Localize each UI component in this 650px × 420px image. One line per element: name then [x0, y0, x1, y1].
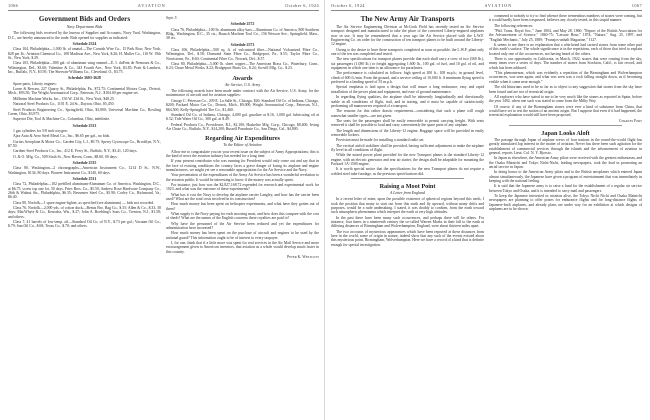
paragraph: 1 gas cylinders for 5/8 inch oxygen: [13, 128, 68, 133]
paragraph: The reasons for this rather drastic requirement—considering that such a plane will rough somewhat smaller types—are not given. [331, 109, 484, 118]
schedule-heading: Schedule 2535 [72, 160, 97, 165]
left-column-1 [8, 14, 161, 416]
paragraph: commend to nobody to try to find whence these tremendous numbers of stones were coming, but it would hardly have been trespassed, believes any closely tested, in this stupid manner. [489, 14, 642, 23]
section-divider [509, 125, 622, 126]
schedule-heading: Schedule 2572 [230, 22, 255, 27]
paragraph: Allow me to congratulate you on your recent issue on the subject of Army Appropriations; this is the kind of news the aviation industry has needed for a long time. [166, 149, 319, 158]
right-column-2 [489, 14, 642, 416]
article-subtitle-bids: Navy Department Bids [66, 25, 103, 29]
paragraph: I, for one, think that if a little more was spent for real services in the Air Mail Service and more encouragement given to American inventors, that aviation as a whole would develop much faster in this country. [166, 241, 319, 254]
paragraph: The Air Service Engineering Division at McCook Field has recently tested an Air Service transport designed and manufactured to take the place of the converted Liberty-engined airplanes now in use. It may be remembered that a year ago the Air Service placed with the L.W.F. Engineering Co. an order for the construction of ten transport planes to be built around the Liberty-12 engine. [331, 25, 484, 47]
left-page-number: 1066 [8, 3, 19, 8]
paragraph: "This phenomenon, which was evidently a repetition of the Birmingham and Wolverhampton occurrences, was seen again, and what was seen was a rock falling straight down, as if becoming visible when it came near enough." [489, 71, 642, 84]
paragraph: Spare parts, Liberty engines: [13, 81, 57, 86]
right-column-1 [331, 14, 484, 416]
paragraph: Curtiss Aeroplane & Motor Co., Garden City, L.I., $9.75; Sperry Gyroscope Co., Brooklyn, N.Y., $7.50. [8, 139, 161, 148]
left-running-head [8, 3, 319, 11]
schedule-heading: Schedule 2533 [72, 123, 97, 128]
paragraph: What supply is the Navy paying for each mooring mast, and how does this compare with the cost of sheds? What are the names of the English concerns these royalties are paid to? [166, 212, 319, 221]
paragraph: If your present contributor who was running for President would only come out and say that in the face of existing conditions the country faces a grave danger of losing its airplane and engine manufacturers, we might yet see a reasonable appropriation for the Air Service and the Navy. [166, 159, 319, 172]
paragraph: There is our opportunity in California, in March, 1922, stones that were coming from the sky, many times over a series of days. The number of stones from Stockton, Calif., is fair record, and which has been adduced. [489, 57, 642, 70]
paragraph: Owing to the desire to have these transports completed as soon as possible, the L.W.F. plant only one of the ten was completed and tested. [331, 47, 484, 57]
paragraph: The old historians used to be so far as to object to any suggestion that stones from the sky have been found and are not of terrestrial origin. [489, 85, 642, 94]
schedule-heading: Schedule 2573 [230, 42, 255, 47]
right-running-head [331, 3, 642, 11]
paragraph: "Phil. Trans. Royal Soc.," June 1804, and May 28, 1860; "Report of the British Association for the Advancement of Science," 1860-75; "Leisure Hour," 1874; "Nature," Aug. 25, 1897; and "English Mechanic," July 25, 1889; "Franzjos-anhalt Magazine," 1127. [489, 29, 642, 42]
left-column-2 [166, 14, 319, 416]
paragraph: Class 104, Philadelphia—1,000 lb. of amatol—The Cornish Wire Co., 15 Park Row, New York, $28 per lb.; Aviation Chemical Co., 108 Madison Ave., New York, $.26; H. Muller Co., 116 W. 19th St., New York, $.29. [8, 47, 161, 61]
paragraph: The following references: [494, 23, 534, 28]
paragraph: Class 80, Philadelphia—5,000 lb. sheet copper—The American Brass Co., Waterbury, Conn., $.23; Chase Metal Works, $.22; Bridgeport Brass Co., $.24; Scovill Mfg. Co., $.23. [166, 62, 319, 71]
paragraph: In regarding flying qualities, the airplane shall be inherently longitudinally and directionally stable in all conditions of flight, trail, and in taxiing, and it must be capable of satisfactorily performing all manoeuvres required of a transport. [331, 95, 484, 108]
left-issue-date: October 6, 1924 [285, 3, 319, 8]
paragraph: The following awards have been made under contract with the Air Service, U.S. Army, for the maintenance of aircraft and for aviation supplies: [166, 89, 319, 98]
paragraph: Class 106, Philadelphia—500 sq. ft. of vulcanized fibre—National Vulcanized Fibre Co., Wilmington, Del., $.58; Diamond State Fibre Co., Bridgeport, Pa., $.55; Taylor Fibre Co., Norristown, Pa., $.60; Continental Fibre Co., Newark, Del., $.57. [166, 48, 319, 61]
paragraph: To keep the Japanese interested in aviation alive, the Tokyo Nichi Nichi and Osaka Mainichi newspapers are planning to offer prizes for endurance flights and for long-distance flights of Japanese-built airplanes, and already plans are under way for an exhibition at which designs of airplanes are to be shown. [489, 194, 642, 212]
paragraph: Ajax Auto & Aero Steel Metal Co., Inc., $6.65 per gal., no bids. [13, 134, 111, 139]
paragraph: The performance is calculated as follows: high speed at 200 ft., 108 m.p.h.; in ground level, climb of 600 ft./min. From the ground, and a service ceiling of 10,000 ft. A minimum flying speed is preferred to a landing speed of 55 m.p.h. [331, 71, 484, 85]
paragraph: How much money has been spent on helicopter experiments, and what have they gotten out of them? [166, 202, 319, 211]
paragraph: Class 105, Philadelphia—800 gal. of aluminum wing enamel—E. I. duPont de Nemours & Co., Wilmington, Del., $3.60; Valentine & Co., 343 Fourth Ave., New York, $3.85; Pratt & Lambert, Inc., Buffalo, N.Y., $3.95; The Sherwin-Williams Co., Cleveland, O., $3.75. [8, 61, 161, 75]
section-divider [351, 178, 464, 179]
paragraph: The following bids received by the bureau of Supplies and Accounts, Navy Yard, Washington, D.C., are hereby announced to the trade. Bids opened for supplies as indicated: [8, 31, 161, 40]
article-title-army-transports: The New Army Air Transports [360, 15, 455, 23]
article-title-bids: Government Bids and Orders [38, 15, 131, 23]
paragraph: O. & O. Mfg. Co., 509 Sixth St., New Haven, Conn., $8.60, 60 days. [13, 154, 118, 159]
paragraph: All explorers who have stated to me to be very much like the stones as reported in Spain, before the year 1492, when one such was stated to come from the Milky Way. [489, 94, 642, 104]
letter-signature: Peter K. Westcott [287, 255, 319, 260]
paragraph: The passage through Japan of airplane crews of four nations in the round-the-world flight has greatly stimulated Jap interest in the matter of aviation. Never has there been such agitation for the establishment of commercial services through the islands and the advancement of aviation in general, reports Lieut. Col. N. Y. Bjorsto. [489, 137, 642, 155]
paragraph: Why have the personnel of the Air Service been reduced and yet the expenditures for administration have increased? [166, 221, 319, 231]
paragraph: For instance, just how was the $2,827,168.72 expended for research and experimental work for 1923, and what was the outcome of these experiments? [166, 182, 319, 192]
right-page-number: 1067 [631, 3, 642, 8]
section-subtitle-awards: Air Service, U.S. Army [224, 82, 261, 87]
paragraph: In doing honor to the American Army pilots and to the British aeroplanes which entered Japan almost simultaneously, the Japanese have given a program of entertainment that was immediately in keeping with the national feeling. [489, 170, 642, 183]
paragraph: Federal Products Co., Providence, R.I., $2,100; Haskelite Mfg. Corp., Chicago, $8,400; Irving Air Chute Co., Buffalo, N.Y., $14,200; Russell Parachute Co., San Diego, Cal., $4,800. [166, 122, 319, 131]
article-title-moot-point: Raising a Moot Point [379, 183, 436, 190]
article-title-japan: Japan Looks Aloft [541, 129, 590, 137]
schedule-heading: Schedule 2531 [72, 176, 97, 181]
paragraph: The seats for the passengers shall be easily removable to permit carrying freight. With seats removed it shall be possible to load and carry conveniently the spare parts of any airplane. [331, 118, 484, 128]
paragraph: Special emphasis is laid upon a design that will insure a long endurance, easy and rapid installation of the power plant and equipment, and ease of ground maintenance. [331, 85, 484, 94]
paragraph: Class 76, Philadelphia—100 lb. aluminum alloy bars—Aluminum Co. of America, 800 Southern Bldg., Washington, D.C., 35 cts.; Bausch Machine Tool Co., 156 Wesson Ave., Springfield, Mass., 38 cts. [166, 27, 319, 41]
paragraph: While the mixed power plant provided for the new Transport planes is the standard Liberty-12 engine, with an electric generator and rear air starter, the design shall be adaptable for mounting the Packard 1A-1500 engine. [331, 153, 484, 166]
paragraph: George C. Peterson Co., 209 E. La Salle St., Chicago, $26; Standard Oil Co. of Indiana, Chicago, $200; Packard Motor Car Co., Detroit, Mich., $9,000; Wright Aeronautical Corp., Paterson, N.J., $64,500; Kelly-Springfield Tire Co., $1,460. [166, 98, 319, 112]
article-subtitle-moot-point: A Letter from England [390, 191, 425, 195]
paragraph: Your presentation of the expenditures of the Army Air Service has been a wonderful revelation to the aviation public. It would be interesting to know if the money was actually spent. [166, 173, 319, 182]
paragraph: Class 7, 41 barrels of low-temp. oil—Standard Oil Co. of N.Y., $.73 per gal.; Vacuum Oil Co., $.79; Sun Oil Co., $.68; Texas Co., $.70; and others. [8, 220, 161, 229]
article-subtitle-expenditures: To the Editor of Aviation [223, 143, 262, 148]
paragraph: Class 76, Norfolk—2,000 yds. of cotton duck—Bemis Bro. Bag Co., $.35; Allen & Co., $.33, 30 days; MacWhyte & Co., Kenosha, Wis., $.27; John A. Roebling's Sons Co., Trenton, N.J., $1.58; and others. [8, 206, 161, 219]
paragraph: Of course, if any of the Birmingham stones were ever a kind of substance from China, that would have set to rest the notion of an ancient origin. But I suppose that even if it had happened, the terrestrial explanation would still have been proposed. [489, 104, 642, 118]
paragraph: In Japan as elsewhere, the American Army pilots were received with the greatest enthusiasm, and the Osaka Mainichi and Tokyo Nichi-Nichi, leading newspapers, took the lead in promoting an aerial service in Japan. [489, 156, 642, 169]
paragraph: Class 72, Philadelphia—102 prefilled aluminum-Aluminum Co. of America, Washington, D.C., at $6.75, screw top one lot, 50 days. Fries Bros. Co., $5.50; Andrew Rose Hardware Company Co., 26th & Walnut Sts., Philadelphia, $6.35; Bessemer Steel Co., $5.90; Corley Co., Richmond, Va., $6.40. [8, 182, 161, 200]
date-line: Sept. 5 [166, 16, 177, 20]
section-title-awards: Awards [232, 74, 253, 82]
paragraph: Superior Die, Tool & Machine Co., Columbus, Ohio, indefinite. [13, 117, 111, 122]
paragraph: The two accounts of mysterious appearances which have been reported at these distances from here in the world, some of origin in nature, indeed show that any such of the events existed about this mysterious point. Birmingham, Wolverhampton. Here we have a record of a kind that is definite enough for special investigation. [331, 229, 484, 247]
paragraph: Standard Oil Co. of Indiana, Chicago, 4,000 gal. gasoline at $.16, 1,000 gal. lubricating oil at $.52; Tide Water Oil Co., 300 gal. at $.49. [166, 112, 319, 122]
left-journal-title: AVIATION [137, 3, 166, 8]
paragraph: Gardner Steel Products Co., Inc., 412 E. Ferry St., Buffalo, N.Y., $3.41, 120 days. [13, 149, 138, 154]
paragraph: The length and dimensions of the Liberty-12 engine. Baggage space will be provided in easily removable lockers. [331, 128, 484, 137]
paragraph: Steel Products Engineering Co., Springfield, Ohio, $3,800; Universal Machine Co., Bowling Green, Ohio, $3,975. [8, 107, 161, 116]
paragraph: In a recent letter of mine, upon the possible existence of spherical regions beyond this earth, I took the position that many to start out from this earth and fly upward, without many drifts and purposes, would be a rude undertaking. I stated, it was doubly to confirm, from the earth toward such atmospheric phenomena which interpret the earth at very high altitudes. [331, 197, 484, 215]
paragraph: National Steel Products Co., 1101 E. 2d St., Dayton, Ohio, $5,450. [13, 102, 115, 107]
letter-signature: Charles Fort [618, 118, 642, 123]
schedule-heading: Schedule 2524 [72, 42, 97, 47]
right-journal-title: AVIATION [484, 3, 513, 8]
paragraph: Millheim Machine Works, Inc., 156 W. 23d St., New York, $48.25. [13, 96, 115, 101]
paragraph: What has it cost the Navy to develop the airplane carrier Langley, and how has the carrier been used? What are the total costs involved in its construction? [166, 192, 319, 201]
paragraph: Lorne & Bercaw, 227 Quarry St., Philadelphia, Pa., $72.75; Continental Motors Corp., Detroit, Mich., $93.50; The Wright Aeronautical Corp., Paterson, N.J., $104.00 per engine set. [8, 87, 161, 96]
schedule-heading: Schedule 3603-3628 [68, 76, 101, 81]
paragraph: The new specifications for transport planes provide that each shall carry a crew of two (560 lb.), six passengers (1,080 lb.) or freight aggregating 1,600 lb., 100 gal. of fuel, and 10 gal. of oil, and equipment in which one item is an allowance for parachutes. [331, 57, 484, 71]
paragraph: Class 80, Norfolk—1 spare engine-lighter, as specified (see aluminum) — bids not recorded. [13, 200, 155, 205]
paragraph: It is said that the Japanese army is to raise a fund for the establishment of a regular air service between Tokyo and Osaka, and it is intended to carry mail and passengers. [489, 184, 642, 193]
article-title-expenditures: Regarding Air Expenditures [205, 135, 280, 143]
paragraph: Class 80, Washington—2 chronographs—American Instrument Co., 1214 D St., N.W., Washington, $134; 80 days. Pioneer Instrument Co., $140, 60 days. [8, 166, 161, 175]
paragraph: Provision must be made for installing a standard radio set. [336, 138, 425, 143]
paragraph: The vertical airfoil stabilizer shall be provided, having sufficient adjustment to make the airplane fly level in all conditions of flight. [331, 143, 484, 152]
paragraph: It is worth special notice that the specifications for the new Transport planes do not require a welded steel tube fuselage, as the previous specifications did. [331, 167, 484, 176]
paragraph: It seems to me there is no explanation that a whirlwind had carried stones from some other part of this earth's surface. The whole significance is in the repetitions, each of those that tried to explain located only one of the occurrences, not having heard of the others. [489, 43, 642, 56]
right-issue-date: October 6, 1924 [331, 3, 365, 8]
paragraph: How much money has been spent on the purchase of aircraft and engines to be used by the national guard? This information ought to be of interest to every taxpayer. [166, 231, 319, 240]
right-page [325, 0, 650, 420]
paragraph: In the past there have been many such occurrences, and perhaps there will be others. For instance, four times in a nineteenth century the so-called Warren Marks in their fall to the earth at differing distances of Birmingham and Wolverhampton, England, were about thirteen miles apart. [331, 215, 484, 229]
